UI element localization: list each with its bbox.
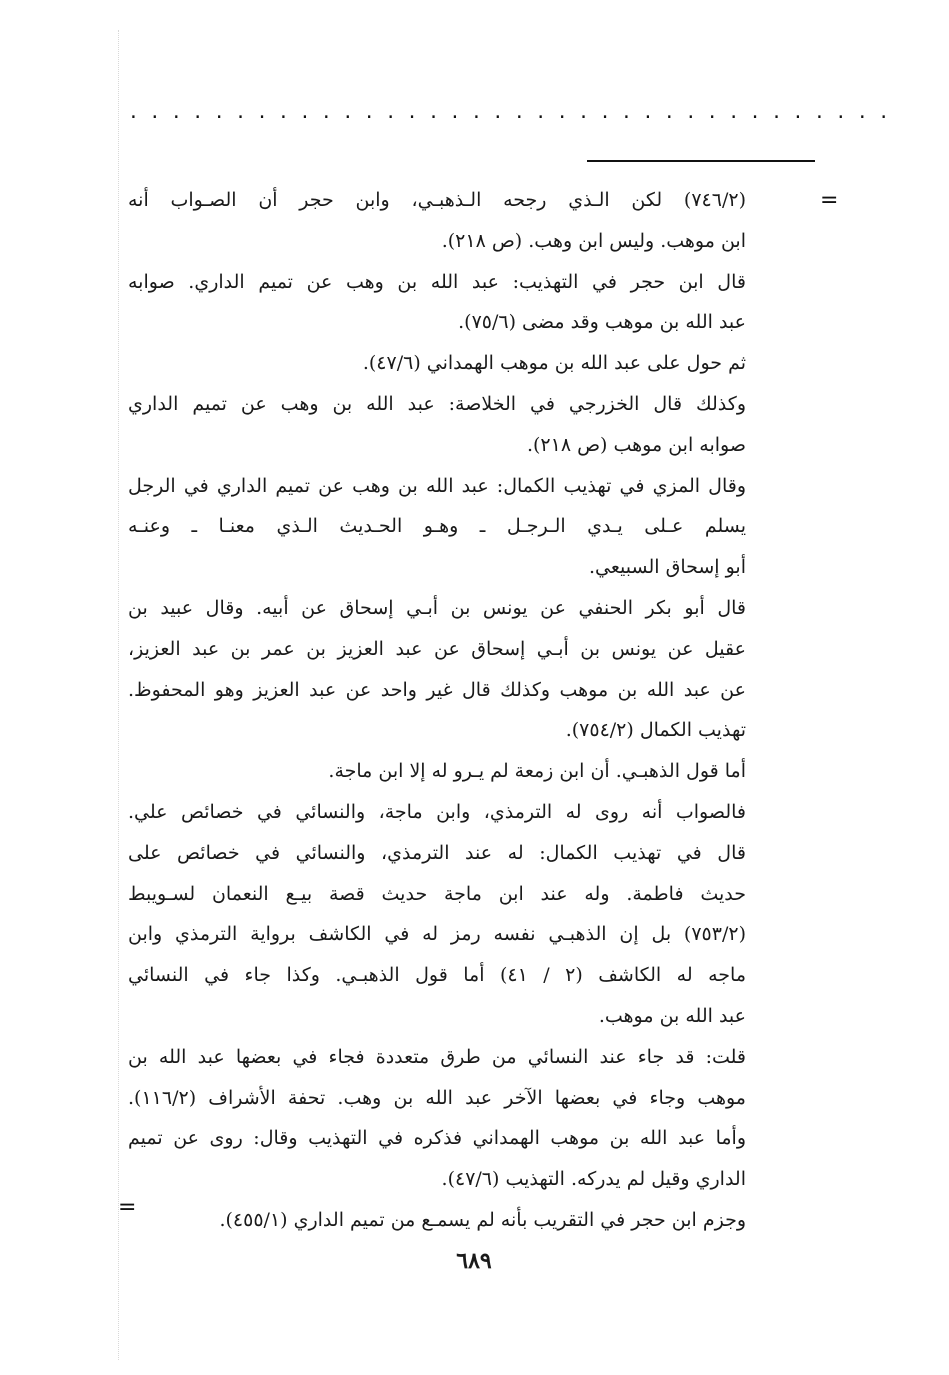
continuation-mark-top: = <box>820 188 839 213</box>
text-line: عبد الله بن موهب وقد مضى (٧٥/٦). <box>458 311 746 334</box>
text-line: فالصواب أنه روى له الترمذي، وابن ماجة، والنسائي في خصائص علي. <box>128 800 746 823</box>
text-line: يسلم عـلى يـدي الـرجـل ـ وهـو الحـديث الـذي معنـا ـ وعنـه <box>128 515 746 538</box>
continuation-mark-bottom: = <box>118 1195 137 1220</box>
text-line: ثم حول على عبد الله بن موهب الهمداني (٤٧/٦). <box>362 352 746 375</box>
text-line: عن عبد الله بن موهب وكذلك قال غير واحد عن عبد العزيز وهو المحفوظ. <box>128 678 746 701</box>
text-line: وأما عبد الله بن موهب الهمداني فذكره في التهذيب وقال: روى عن تميم <box>128 1127 746 1150</box>
dotted-separator: .................................... <box>128 102 900 123</box>
text-line: حديث فاطمة. وله عند ابن ماجة حديث قصة بيـع النعمان لسـويبط <box>128 882 746 905</box>
gutter-guide <box>118 30 119 1360</box>
text-line: قال في تهذيب الكمال: له عند الترمذي، والنسائي في خصائص على <box>128 841 746 864</box>
text-line: الداري وقيل لم يدركه. التهذيب (٤٧/٦). <box>441 1168 746 1191</box>
text-line: ماجه له الكاشف (٢ / ٤١) أما قول الذهبـي. وكذا جاء في النسائي <box>128 964 746 987</box>
text-line: أما قول الذهبـي. أن ابن زمعة لم يـرو له إلا ابن ماجة. <box>328 760 746 783</box>
text-line: وقال المزي في تهذيب الكمال: عبد الله بن وهب عن تميم الداري في الرجل <box>128 474 746 497</box>
footnote-text <box>128 180 746 1241</box>
text-line: قلت: قد جاء عند النسائي من طرق متعددة فجاء في بعضها عبد الله بن <box>128 1045 746 1068</box>
footnote-rule <box>587 160 815 162</box>
text-line: أبو إسحاق السبيعي. <box>589 556 746 579</box>
text-line: صوابه ابن موهب (ص ٢١٨). <box>526 433 746 456</box>
text-line: قال ابن حجر في التهذيب: عبد الله بن وهب عن تميم الداري. صوابه <box>128 270 746 293</box>
text-line: عقيل عن يونس بن أبـي إسحاق عن عبد العزيز بن عمر بن عبد العزيز، <box>128 637 746 660</box>
text-line: موهب وجاء في بعضها الآخر عبد الله بن وهب. تحفة الأشراف (١١٦/٢). <box>128 1086 746 1109</box>
text-line: وكذلك قال الخزرجي في الخلاصة: عبد الله بن وهب عن تميم الداري <box>128 392 746 415</box>
text-line: عبد الله بن موهب. <box>598 1004 746 1027</box>
text-line: (٧٥٣/٢) بل إن الذهبـي نفسه رمز له في الكاشف برواية الترمذي وابن <box>128 923 746 946</box>
page-number: ٦٨٩ <box>456 1248 492 1274</box>
text-line: ابن موهب. وليس ابن وهب. (ص ٢١٨). <box>441 229 746 252</box>
text-line: قال أبو بكر الحنفي عن يونس بن أبـي إسحاق عن أبيه. وقال عبيد بن <box>128 596 747 619</box>
text-line: (٧٤٦/٢) لكن الـذي رجحه الـذهبـي، وابن حجر أن الصـواب أنه <box>128 189 746 211</box>
text-line: وجزم ابن حجر في التقريب بأنه لم يسمـع من تميم الداري (٤٥٥/١). <box>219 1208 746 1231</box>
text-line: تهذيب الكمال (٧٥٤/٢). <box>565 719 746 742</box>
